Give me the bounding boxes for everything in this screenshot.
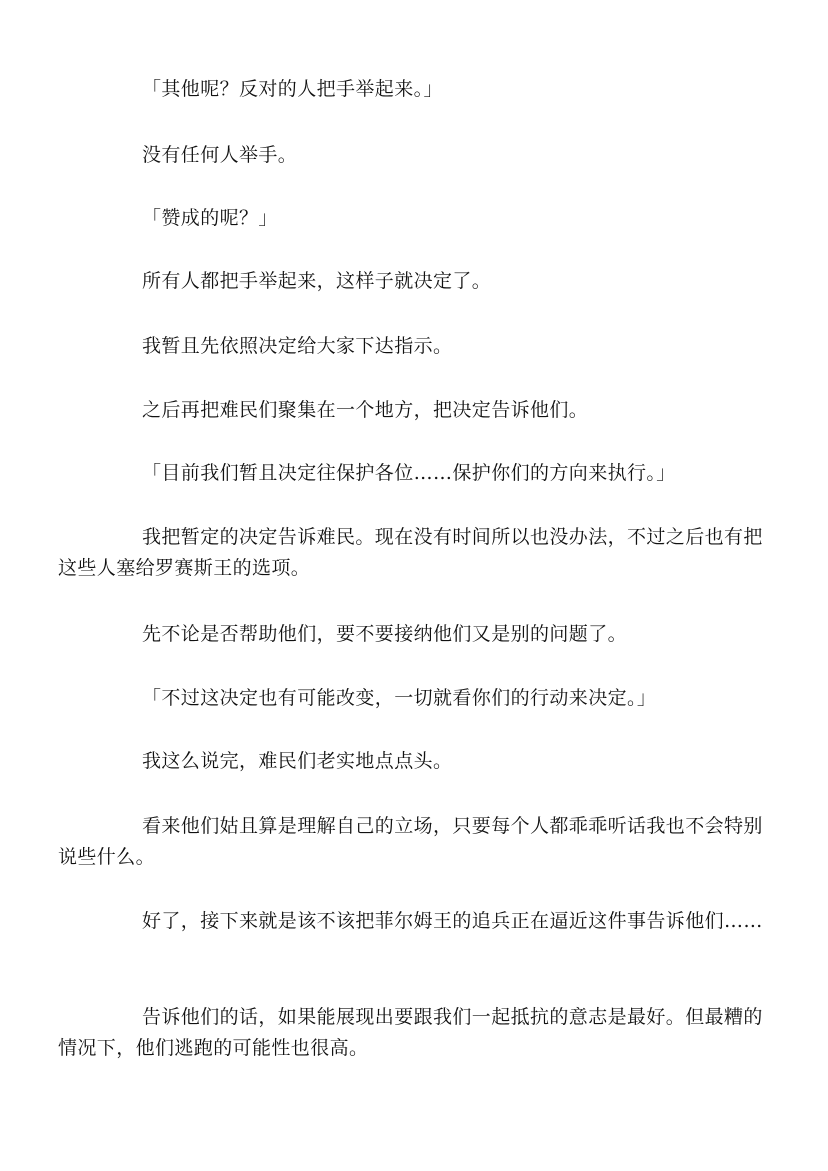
dialogue-paragraph: 「其他呢？反对的人把手举起来。」 [142,78,443,100]
dialogue-paragraph: 「不过这决定也有可能改变，一切就看你们的行动来决定。」 [142,687,657,709]
narration-paragraph: 告诉他们的话，如果能展现出要跟我们一起抵抗的意志是最好。但最糟的情况下，他们逃跑的可能性也很高。 [58,1006,763,1059]
dialogue-paragraph: 「目前我们暂且决定往保护各位……保护你们的方向来执行。」 [142,462,676,484]
narration-paragraph: 我暂且先依照决定给大家下达指示。 [142,335,453,357]
narration-paragraph: 我这么说完，难民们老实地点点头。 [142,750,453,772]
narration-paragraph: 看来他们姑且算是理解自己的立场，只要每个人都乖乖听话我也不会特别说些什么。 [58,815,763,868]
narration-paragraph: 所有人都把手举起来，这样子就决定了。 [142,270,492,292]
dialogue-paragraph: 「赞成的呢？」 [142,207,278,229]
narration-paragraph: 没有任何人举手。 [142,144,298,166]
narration-paragraph: 之后再把难民们聚集在一个地方，把决定告诉他们。 [142,399,589,421]
narration-paragraph: 好了，接下来就是该不该把菲尔姆王的追兵正在逼近这件事告诉他们…… [142,910,763,932]
narration-paragraph: 先不论是否帮助他们，要不要接纳他们又是别的问题了。 [142,623,628,645]
narration-paragraph: 我把暂定的决定告诉难民。现在没有时间所以也没办法，不过之后也有把这些人塞给罗赛斯王的选项。 [58,526,763,579]
